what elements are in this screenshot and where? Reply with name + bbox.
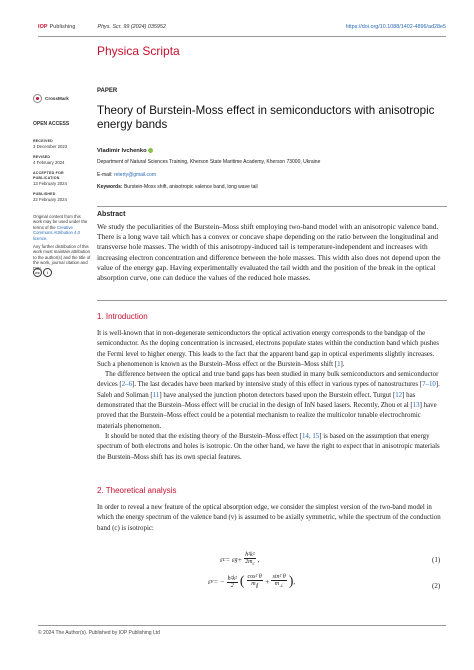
date-accepted — [33, 171, 91, 187]
journal-title[interactable]: Physica Scripta — [97, 44, 180, 58]
citation-link[interactable]: 7–10 — [422, 381, 436, 389]
equation-number: (2) — [432, 582, 441, 590]
eq-denominator — [275, 581, 284, 589]
eq-subscript: g — [234, 556, 238, 563]
eq-symbol: m — [251, 581, 256, 588]
abstract-heading: Abstract — [97, 211, 126, 218]
eq-punct: , — [293, 578, 296, 586]
crossmark-label: CrossMark — [45, 95, 69, 101]
publisher-name: IOP — [38, 24, 48, 30]
eq-symbol: 2m — [245, 559, 253, 565]
date-value: 3 December 2023 — [33, 144, 68, 150]
text: ]. The last decades have been marked by intensive study of this effect in various types of nanostructures [ — [132, 381, 423, 389]
paper-type: PAPER — [97, 88, 118, 94]
equation-1 — [220, 552, 259, 567]
citation-link[interactable]: 1 — [337, 360, 341, 368]
date-value: 13 February 2024 — [33, 181, 67, 187]
eq-fraction — [271, 574, 286, 589]
section-heading-introduction: 1. Introduction — [97, 312, 148, 321]
email-link[interactable]: reterty@gmail.com — [113, 172, 156, 178]
theory-body: In order to reveal a new feature of the optical absorption edge, we consider the simplest version of the two-band model in which the energy spectrum of the valence band (v) is assumed to be axially symmetric, while the spectrum of the conduction band (c) is isotropic: — [97, 504, 441, 532]
email-label: E-mail: — [97, 172, 114, 178]
date-revised — [33, 155, 91, 166]
eq-punct: , — [257, 555, 260, 564]
date-received — [33, 139, 91, 150]
eq-subscript: ∥ — [255, 584, 259, 590]
eq-symbol: m — [274, 581, 280, 588]
citation-link[interactable]: 11 — [152, 391, 160, 399]
running-header — [38, 20, 446, 34]
equation-number: (1) — [432, 556, 441, 564]
cc-license-badge[interactable] — [33, 268, 91, 277]
introduction-body — [97, 329, 447, 463]
eq-symbol: = ε — [225, 555, 235, 564]
text: ] is based on the assumption that energy spectrum of both electrons and holes is isotropic. On the other hand, we have the right to expect that in anisotropic materials the Burstein–Moss shift has its own special features. — [97, 432, 440, 461]
header-rule — [38, 36, 446, 37]
text: The difference between the optical and true band gaps has been studied in many bulk semiconductors and semiconductor devices [ — [97, 371, 439, 389]
eq-operator: + — [237, 555, 243, 564]
eq-subscript: ⊥ — [279, 584, 284, 590]
eq-numerator: sin² θ — [272, 574, 286, 581]
text: ]. Saleh and Soliman [ — [97, 381, 440, 399]
keywords-label: Keywords: — [97, 184, 124, 190]
author — [97, 148, 447, 154]
publisher-logo[interactable] — [38, 24, 75, 30]
citation-link[interactable]: 14, 15 — [301, 432, 320, 440]
paper-title: Theory of Burstein-Moss effect in semiconductors with anisotropic energy bands — [97, 104, 435, 131]
text: ] have analysed the junction photon detectors based upon the Burstein effect. Turgut [ — [159, 391, 396, 399]
eq-denominator — [245, 559, 255, 567]
section-heading-theoretical-analysis: 2. Theoretical analysis — [97, 486, 177, 495]
crossmark-icon — [33, 94, 42, 103]
eq-paren: ) — [288, 574, 294, 589]
cc-icon: cc — [33, 268, 42, 277]
citation-link[interactable]: 13 — [412, 402, 420, 410]
eq-numerator: cos² θ — [247, 574, 262, 581]
keywords — [97, 184, 447, 190]
keywords-text: Burstein-Moss shift, anisotropic valence band, long wave tail — [123, 184, 258, 190]
email-line — [97, 172, 447, 178]
date-label: RECEIVED — [33, 139, 53, 143]
date-label: REVISED — [33, 154, 51, 159]
eq-operator: + — [264, 578, 270, 586]
copyright-footer: © 2024 The Author(s). Published by IOP Publishing Ltd — [38, 630, 160, 636]
date-label: PUBLISHED — [33, 191, 56, 196]
text: It should be noted that the existing theory of the Burstein–Moss effect [ — [105, 432, 302, 440]
date-published — [33, 192, 91, 203]
abstract-text: We study the peculiarities of the Burstein–Moss shift employing two-band model with an anisotropic valence band. There is a long wave tail which has a convex or concave shape depending on the ratio between the longitudinal and transverse hole masses. The width of this anisotropy-induced tail is temperature-independent and increases with increasing electron concentration and difference between the hole masses. This width also does not depend upon the value of the energy gap. Having experimentally evaluated the tail width and the position of the break in the optical absorption curve, one can deduce the values of the reduced hole masses. — [97, 222, 441, 283]
license-link[interactable]: Creative Commons Attribution 4.0 licence. — [33, 224, 81, 241]
eq-symbol: ε — [208, 578, 211, 586]
license-text: Original content from this work may be used under the terms of the — [33, 214, 88, 230]
text: ] have proved that the Burstein–Moss effect could be a potential mechanism to realize the multicolor tunable electrochromic materials phenomenon. — [97, 402, 437, 430]
eq-subscript: c — [222, 556, 226, 563]
eq-denominator: 2 — [230, 582, 234, 589]
paragraph — [97, 370, 447, 432]
eq-symbol: ε — [220, 555, 223, 564]
by-icon: i — [43, 268, 52, 277]
eq-subscript: c — [252, 562, 255, 568]
paragraph — [97, 329, 447, 370]
paragraph — [97, 432, 447, 463]
date-label: ACCEPTED FOR PUBLICATION — [33, 170, 64, 181]
footer-rule — [38, 625, 446, 626]
license-attribution-text: Any further distribution of this work must maintain attribution to the author(s) and the title of the work, journal citation and DOI. — [33, 244, 91, 271]
eq-denominator — [251, 581, 258, 589]
citation: Phys. Scr. 99 (2024) 035952 — [97, 24, 166, 30]
eq-paren: ( — [239, 574, 245, 589]
date-value: 4 February 2024 — [33, 160, 65, 166]
text: ]. — [340, 360, 345, 368]
publication-dates — [33, 139, 91, 208]
citation-link[interactable]: 2–6 — [121, 381, 133, 389]
eq-fraction — [247, 574, 263, 589]
text: It is well-known that in non-degenerate semiconductors the optical activation energy corresponds to the bandgap of the semiconductor. As the doping concentration is increased, electrons populate states within the conduction band which pushes the Fermi level to higher energy. This leads to the fact that the apparent band gap in optical experiments slightly increases. Such a phenomenon is known as the Burstein–Moss effect or the Burstein–Moss shift [ — [97, 330, 439, 368]
open-access-label: OPEN ACCESS — [33, 121, 70, 127]
crossmark-badge[interactable] — [33, 94, 91, 103]
date-value: 22 February 2024 — [33, 197, 67, 203]
eq-fraction — [244, 552, 255, 567]
orcid-icon[interactable] — [148, 148, 153, 153]
doi-link[interactable]: https://doi.org/10.1088/1402-4896/ad28e5 — [345, 24, 446, 30]
eq-subscript: v — [210, 579, 214, 585]
eq-fraction — [227, 576, 238, 589]
license-notice — [33, 214, 91, 274]
equation-2 — [208, 574, 295, 590]
abstract-rule-top — [97, 206, 447, 207]
abstract-rule-bottom — [97, 300, 447, 301]
publisher-suffix: Publishing — [49, 24, 76, 30]
citation-link[interactable]: 12 — [395, 391, 403, 399]
eq-operator: = − — [213, 578, 225, 586]
eq-numerator: ħ²k² — [227, 575, 237, 582]
author-name[interactable]: Vladimir Ivchenko — [97, 148, 147, 155]
eq-numerator: ħ²k² — [245, 552, 255, 558]
affiliation: Department of Natural Sciences Training, Kherson State Maritime Academy, Kherson 73000, Ukraine — [97, 159, 321, 165]
text: ] has demonstrated that the Burstein–Moss effect will be crucial in the design of InN based lasers. Recently, Zhou et al [ — [97, 391, 416, 410]
